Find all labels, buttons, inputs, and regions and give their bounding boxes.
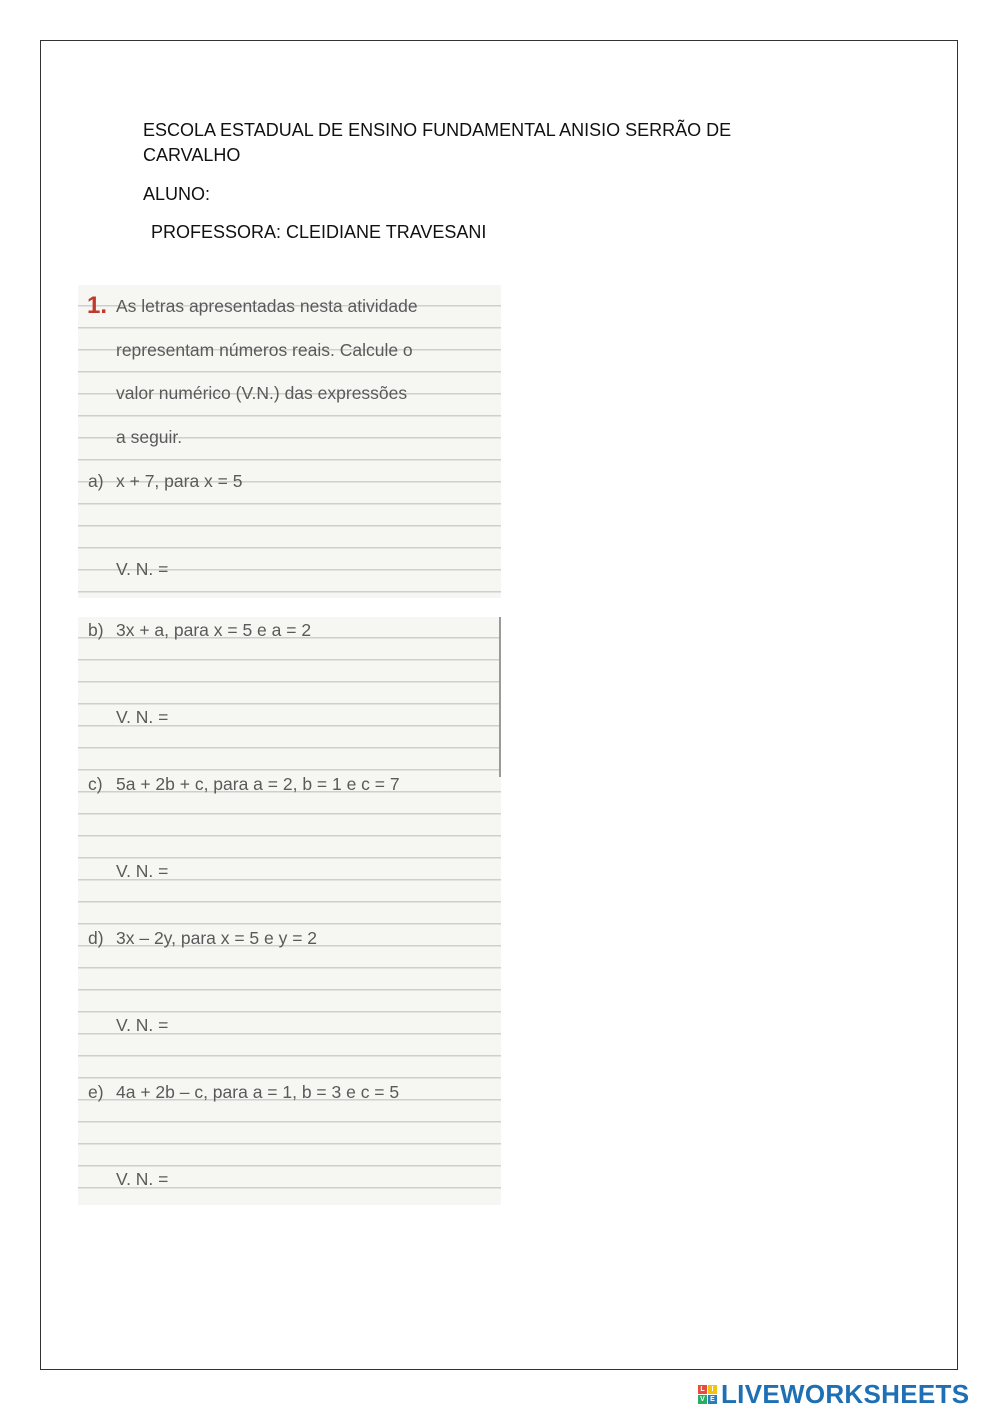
instruction-line-3: valor numérico (V.N.) das expressões	[116, 383, 408, 403]
item-a-expression: x + 7, para x = 5	[116, 471, 243, 491]
student-label: ALUNO:	[143, 184, 211, 204]
item-d-answer-label: V. N. =	[116, 1015, 169, 1035]
item-d-label: d)	[88, 928, 104, 948]
logo-text: LIVEWORKSHEETS	[721, 1378, 970, 1409]
worksheet-image-part-1	[78, 285, 501, 598]
exercise-number: 1.	[87, 292, 108, 319]
logo-mark-tile-3: V	[698, 1395, 707, 1404]
item-e-expression: 4a + 2b – c, para a = 1, b = 3 e c = 5	[116, 1082, 400, 1102]
item-c-answer-label: V. N. =	[116, 861, 169, 881]
instruction-line-4: a seguir.	[116, 427, 183, 447]
item-d-expression: 3x – 2y, para x = 5 e y = 2	[116, 928, 318, 948]
school-name-line-2: CARVALHO	[143, 145, 241, 165]
instruction-line-1: As letras apresentadas nesta atividade	[116, 296, 418, 316]
school-name-line-1: ESCOLA ESTADUAL DE ENSINO FUNDAMENTAL ANISIO SERRÃO DE	[143, 120, 732, 140]
instruction-line-2: representam números reais. Calcule o	[116, 340, 413, 360]
item-e-label: e)	[88, 1082, 104, 1102]
item-a-label: a)	[88, 471, 104, 491]
item-a-answer-label: V. N. =	[116, 559, 169, 579]
teacher-name: PROFESSORA: CLEIDIANE TRAVESANI	[151, 222, 487, 242]
margin-rule	[499, 617, 501, 777]
item-b-answer-label: V. N. =	[116, 707, 169, 727]
item-c-label: c)	[88, 774, 103, 794]
liveworksheets-logo-icon	[698, 1385, 717, 1404]
logo-mark-tile-1: L	[698, 1385, 707, 1394]
liveworksheets-logo[interactable]	[698, 1379, 969, 1409]
worksheet-image-part-2	[78, 617, 501, 1205]
logo-mark-tile-4: E	[708, 1395, 717, 1404]
item-b-label: b)	[88, 620, 104, 640]
item-e-answer-label: V. N. =	[116, 1169, 169, 1189]
item-b-expression: 3x + a, para x = 5 e a = 2	[116, 620, 312, 640]
item-c-expression: 5a + 2b + c, para a = 2, b = 1 e c = 7	[116, 774, 400, 794]
logo-mark-tile-2: I	[708, 1385, 717, 1394]
